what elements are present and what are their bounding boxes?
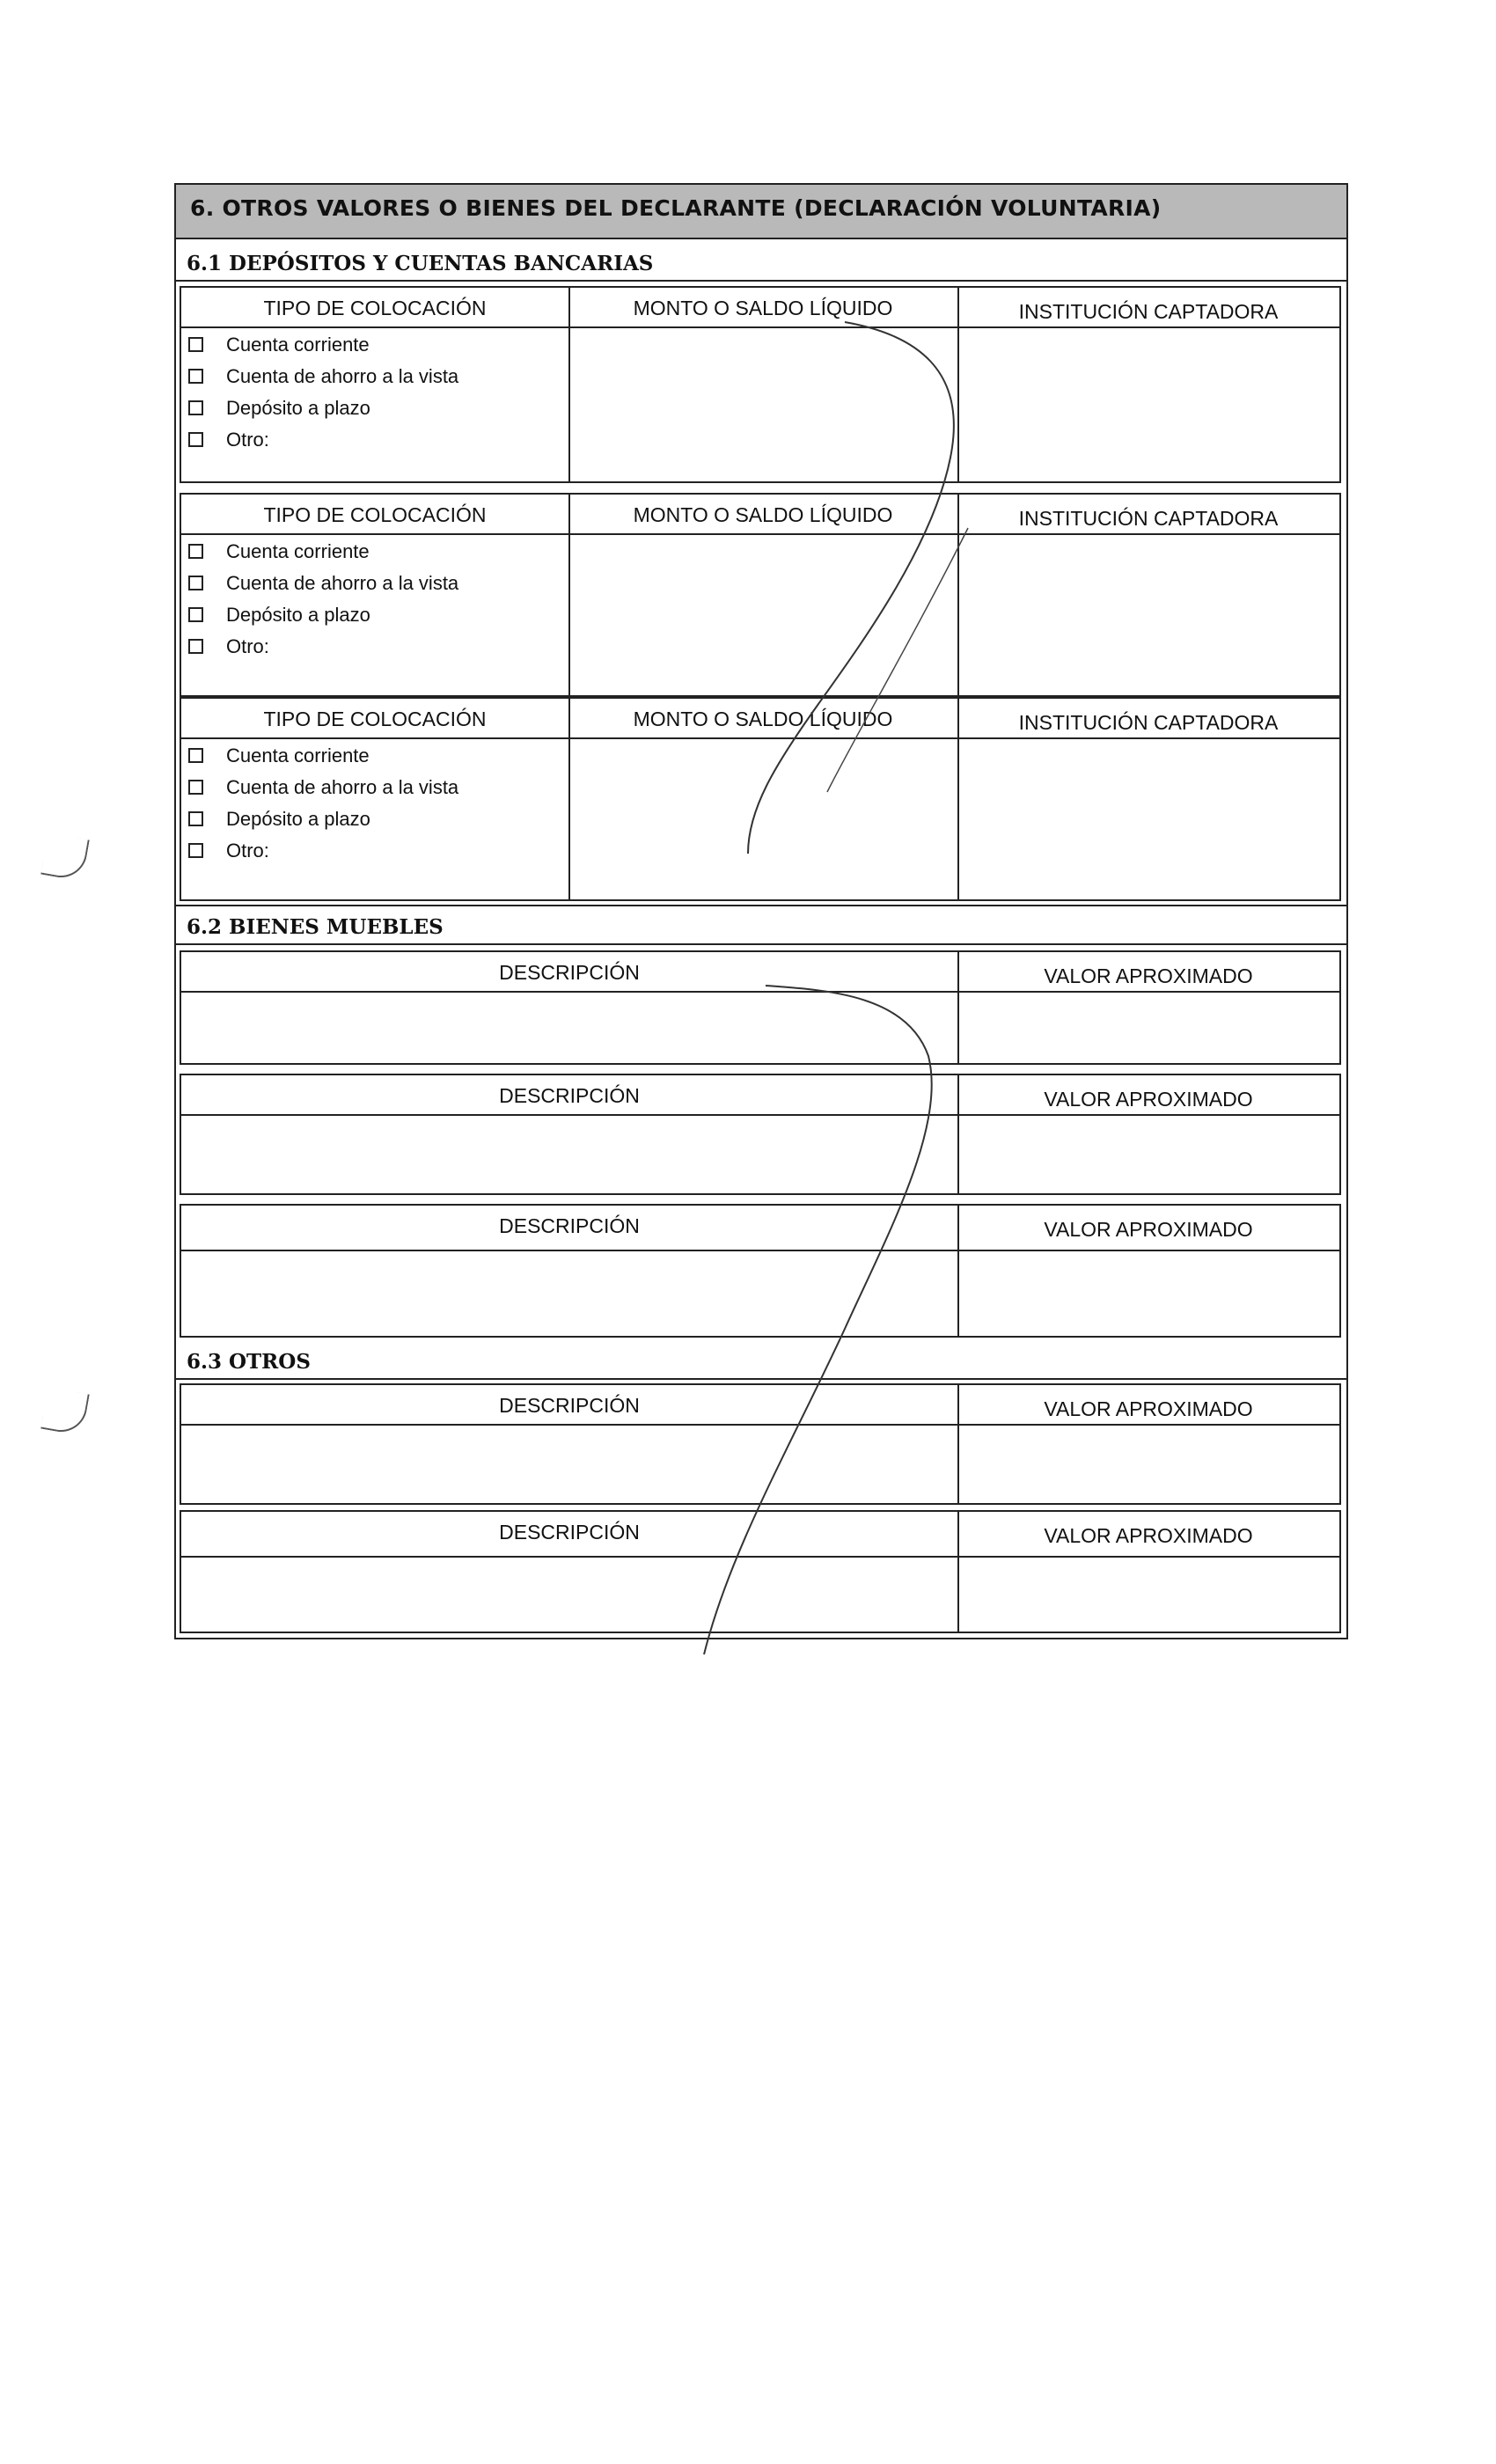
checkbox[interactable] <box>188 544 203 559</box>
option-row[interactable] <box>188 332 370 358</box>
binder-hole-mark <box>40 832 90 882</box>
option-label: Otro: <box>226 635 269 657</box>
header-divider <box>181 326 1339 328</box>
bien-mueble-entry <box>180 1074 1341 1195</box>
option-label: Otro: <box>226 429 269 451</box>
col-monto-header: MONTO O SALDO LÍQUIDO <box>633 503 893 526</box>
checkbox[interactable] <box>188 811 203 826</box>
col-descripcion-header: DESCRIPCIÓN <box>499 1394 640 1417</box>
deposits-title-text: 6.1 DEPÓSITOS Y CUENTAS BANCARIAS <box>187 252 654 275</box>
otros-title-text: 6.3 OTROS <box>187 1350 311 1374</box>
header-divider <box>181 737 1339 739</box>
option-label: Cuenta de ahorro a la vista <box>226 365 459 387</box>
option-row[interactable] <box>188 838 269 864</box>
col-tipo-header: TIPO DE COLOCACIÓN <box>263 708 487 730</box>
otro-entry <box>180 1510 1341 1633</box>
option-label: Depósito a plazo <box>226 397 370 419</box>
header-divider <box>181 533 1339 535</box>
checkbox[interactable] <box>188 369 203 384</box>
option-row[interactable] <box>188 395 370 422</box>
col-descripcion-header: DESCRIPCIÓN <box>499 1521 640 1544</box>
deposit-entry <box>180 697 1341 901</box>
col-descripcion-header: DESCRIPCIÓN <box>499 1084 640 1107</box>
bien-mueble-entry <box>180 950 1341 1065</box>
col-descripcion-header: DESCRIPCIÓN <box>499 1214 640 1237</box>
option-label: Depósito a plazo <box>226 604 370 626</box>
checkbox[interactable] <box>188 576 203 590</box>
option-row[interactable] <box>188 743 370 769</box>
option-label: Cuenta corriente <box>226 334 370 356</box>
option-label: Cuenta corriente <box>226 744 370 766</box>
column-divider <box>957 1206 959 1336</box>
column-divider <box>957 1385 959 1503</box>
option-row[interactable] <box>188 602 370 628</box>
column-divider <box>957 699 959 899</box>
column-divider <box>957 288 959 481</box>
otros-section-title <box>176 1338 1346 1380</box>
col-valor-header: VALOR APROXIMADO <box>1044 1524 1253 1547</box>
col-valor-header: VALOR APROXIMADO <box>1044 1397 1253 1420</box>
col-institucion-header: INSTITUCIÓN CAPTADORA <box>1018 300 1279 323</box>
bienes-muebles-section-title <box>176 905 1346 945</box>
checkbox[interactable] <box>188 780 203 795</box>
column-divider <box>568 699 570 899</box>
deposit-entry <box>180 493 1341 697</box>
option-label: Cuenta de ahorro a la vista <box>226 776 459 798</box>
option-label: Otro: <box>226 840 269 862</box>
header-divider <box>181 1556 1339 1558</box>
bien-mueble-entry <box>180 1204 1341 1338</box>
option-label: Cuenta de ahorro a la vista <box>226 572 459 594</box>
col-monto-header: MONTO O SALDO LÍQUIDO <box>633 708 893 730</box>
option-row[interactable] <box>188 570 458 597</box>
column-divider <box>957 1075 959 1193</box>
option-row[interactable] <box>188 427 269 453</box>
checkbox[interactable] <box>188 843 203 858</box>
col-institucion-header: INSTITUCIÓN CAPTADORA <box>1018 711 1279 734</box>
header-divider <box>181 1114 1339 1116</box>
col-tipo-header: TIPO DE COLOCACIÓN <box>263 503 487 526</box>
col-valor-header: VALOR APROXIMADO <box>1044 964 1253 987</box>
option-row[interactable] <box>188 363 458 390</box>
column-divider <box>957 1512 959 1632</box>
option-row[interactable] <box>188 774 458 801</box>
col-descripcion-header: DESCRIPCIÓN <box>499 961 640 984</box>
binder-hole-mark <box>40 1387 90 1436</box>
checkbox[interactable] <box>188 337 203 352</box>
otro-entry <box>180 1383 1341 1505</box>
col-tipo-header: TIPO DE COLOCACIÓN <box>263 297 487 319</box>
column-divider <box>568 288 570 481</box>
checkbox[interactable] <box>188 639 203 654</box>
col-monto-header: MONTO O SALDO LÍQUIDO <box>633 297 893 319</box>
option-row[interactable] <box>188 634 269 660</box>
checkbox[interactable] <box>188 607 203 622</box>
header-divider <box>181 991 1339 993</box>
header-divider <box>181 1424 1339 1426</box>
column-divider <box>957 952 959 1063</box>
checkbox[interactable] <box>188 432 203 447</box>
column-divider <box>957 495 959 695</box>
declaration-form <box>174 183 1348 1639</box>
option-label: Cuenta corriente <box>226 540 370 562</box>
col-valor-header: VALOR APROXIMADO <box>1044 1088 1253 1111</box>
section-header-bar <box>176 185 1346 239</box>
section-header-title: 6. OTROS VALORES O BIENES DEL DECLARANTE (DECLARACIÓN VOLUNTARIA) <box>190 195 1162 221</box>
col-valor-header: VALOR APROXIMADO <box>1044 1218 1253 1241</box>
option-row[interactable] <box>188 539 370 565</box>
bienes-muebles-title-text: 6.2 BIENES MUEBLES <box>187 915 444 939</box>
col-institucion-header: INSTITUCIÓN CAPTADORA <box>1018 507 1279 530</box>
option-row[interactable] <box>188 806 370 832</box>
column-divider <box>568 495 570 695</box>
header-divider <box>181 1250 1339 1251</box>
option-label: Depósito a plazo <box>226 808 370 830</box>
checkbox[interactable] <box>188 400 203 415</box>
checkbox[interactable] <box>188 748 203 763</box>
deposits-section-title <box>176 239 1346 282</box>
deposit-entry <box>180 286 1341 483</box>
